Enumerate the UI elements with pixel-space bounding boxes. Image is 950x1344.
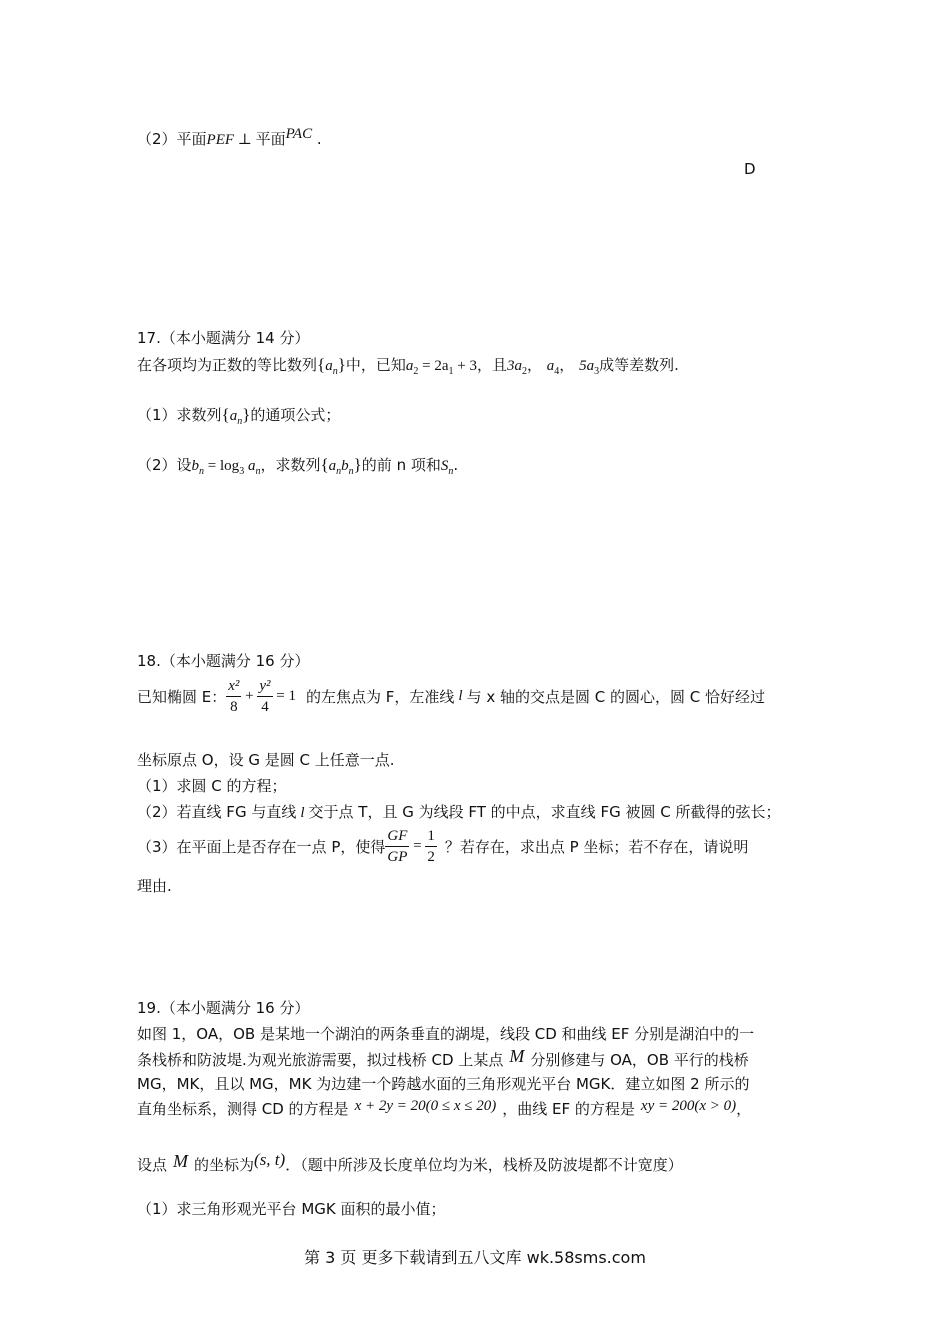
q17-part2-d: . — [453, 456, 459, 474]
q17-part2 — [137, 454, 458, 477]
q16-part2-end: . — [312, 130, 322, 148]
q19-line4 — [137, 1098, 751, 1119]
eq-a2-sub: 2 — [413, 366, 419, 377]
q19-line3: MG，MK，且以 MG，MK 为边建一个跨越水面的三角形观光平台 MGK．建立如图 2 所示的 — [137, 1075, 750, 1093]
seq-a-sub: n — [332, 366, 338, 377]
figure-label-d: D — [744, 160, 756, 178]
q19-part1: （1）求三角形观光平台 MGK 面积的最小值； — [137, 1200, 446, 1218]
seq-a-sub: n — [237, 416, 243, 427]
q17-line1-a: 在各项均为正数的等比数列 — [137, 356, 318, 374]
q18-line1 — [137, 676, 765, 717]
seq-a: a — [229, 408, 238, 424]
math-sn-sub: n — [448, 466, 454, 477]
math-bn: b — [191, 458, 200, 474]
equals: = — [409, 838, 426, 854]
q18-line1-c: 与 x 轴的交点是圆 C 的圆心，圆 C 恰好经过 — [466, 688, 766, 706]
q16-part2-label: （2）平面 — [137, 130, 207, 148]
math-anbn-b: b — [341, 458, 349, 474]
q19-line5-b: 的坐标为 — [194, 1156, 255, 1174]
q19-line2-b: 分别修建与 OA，OB 平行的栈桥 — [530, 1051, 749, 1069]
q19-line5 — [137, 1150, 683, 1175]
math-anbn-sub2: n — [348, 466, 354, 477]
q18-part3-a: （3）在平面上是否存在一点 P，使得 — [137, 838, 386, 856]
q17-line1 — [137, 354, 679, 377]
brace-close: } — [337, 355, 346, 374]
q17-part2-c: 的前 n 项和 — [361, 456, 441, 474]
q18-part3 — [137, 826, 748, 867]
q17-part1-a: （1）求数列 — [137, 406, 222, 424]
brace-open: { — [320, 455, 329, 474]
q18-part2-a: （2）若直线 FG 与直线 — [137, 803, 297, 821]
equation-cd: x + 2y = 20(0 ≤ x ≤ 20) — [354, 1098, 497, 1114]
frac-den: 4 — [261, 699, 269, 715]
q18-part2-b: 交于点 T，且 G 为线段 FT 的中点，求直线 FG 被圆 C 所截得的弦长； — [308, 803, 781, 821]
q19-line5-a: 设点 — [137, 1156, 168, 1174]
page-footer: 第 3 页 更多下载请到五八文库 wk.58sms.com — [304, 1248, 646, 1267]
term-a4-sub: 4 — [554, 366, 560, 377]
math-an-sub: n — [255, 466, 261, 477]
q19-line2-a: 条栈桥和防波堤.为观光旅游需要，拟过栈桥 CD 上某点 — [137, 1051, 504, 1069]
brace-open: { — [317, 355, 326, 374]
q19-line5-c: ．（题中所涉及长度单位均为米，栈桥及防波堤都不计宽度） — [285, 1156, 683, 1174]
eq-rhs: = 2a — [418, 358, 449, 374]
math-log: = log — [204, 458, 240, 474]
q18-part2 — [137, 801, 780, 822]
q18-header: 18.（本小题满分 16 分） — [137, 652, 310, 670]
math-m: M — [509, 1046, 525, 1066]
frac-den: GP — [387, 849, 408, 865]
eq-a2: a — [405, 358, 414, 374]
plus: + — [241, 688, 258, 704]
sep1: ， — [526, 356, 542, 374]
term-3a2: 3a — [506, 358, 522, 374]
q19-line2 — [137, 1046, 749, 1070]
math-pac: PAC — [285, 126, 313, 142]
fraction-one-half — [425, 826, 437, 867]
frac-num: x² — [226, 676, 241, 697]
eq-plus: + 3 — [453, 358, 477, 374]
math-anbn-sub1: n — [336, 466, 342, 477]
math-l: l — [458, 688, 463, 704]
q19-line4-b: ，曲线 EF 的方程是 — [502, 1100, 635, 1118]
frac-num: GF — [385, 826, 409, 847]
q17-part2-a: （2）设 — [137, 456, 192, 474]
q17-line1-b: 中，已知 — [345, 356, 406, 374]
q19-line4-c: ， — [736, 1100, 752, 1118]
fraction-gf-gp — [385, 826, 409, 867]
math-log-sub: 3 — [239, 466, 245, 477]
math-l: l — [300, 805, 305, 821]
math-sn: S — [440, 458, 449, 474]
math-pef: PEF — [206, 132, 235, 148]
q17-line1-c: ，且 — [476, 356, 507, 374]
term-3a2-sub: 2 — [521, 366, 527, 377]
eq-rhs-sub: 1 — [448, 366, 454, 377]
q17-part1-b: 的通项公式； — [250, 406, 341, 424]
q16-part2-mid: 平面 — [255, 130, 286, 148]
q18-part3-b: ？若存在，求出点 P 坐标；若不存在，请说明 — [444, 838, 749, 856]
q17-header: 17.（本小题满分 14 分） — [137, 329, 310, 347]
brace-open: { — [221, 405, 230, 424]
q18-part1: （1）求圆 C 的方程； — [137, 777, 287, 795]
q18-line1-a: 已知椭圆 E： — [137, 688, 227, 706]
q18-line2: 坐标原点 O，设 G 是圆 C 上任意一点. — [137, 751, 395, 769]
brace-close: } — [242, 405, 251, 424]
coord-st: (s, t) — [254, 1150, 286, 1169]
term-a4: a — [546, 358, 555, 374]
frac-den: 8 — [230, 699, 238, 715]
frac-num: y² — [257, 676, 272, 697]
math-an: a — [244, 458, 256, 474]
math-m: M — [173, 1151, 189, 1171]
perp-symbol: ⊥ — [234, 132, 256, 148]
brace-close: } — [353, 455, 362, 474]
term-5a3: 5a — [579, 358, 595, 374]
sep2: ， — [559, 356, 575, 374]
fraction-x2-8 — [226, 676, 241, 717]
q17-part1 — [137, 404, 340, 427]
q19-header: 19.（本小题满分 16 分） — [137, 999, 310, 1017]
q19-line1: 如图 1，OA，OB 是某地一个湖泊的两条垂直的湖堤，线段 CD 和曲线 EF 分别是湖泊中的一 — [137, 1025, 755, 1043]
frac-den: 2 — [427, 849, 435, 865]
frac-num: 1 — [425, 826, 437, 847]
q16-part2 — [137, 128, 322, 149]
equals-one: = 1 — [272, 688, 296, 704]
seq-a: a — [325, 358, 333, 374]
math-bn-sub: n — [199, 466, 205, 477]
q18-line1-b: 的左焦点为 F，左准线 — [306, 688, 455, 706]
math-anbn-a: a — [328, 458, 337, 474]
equation-ef: xy = 200(x > 0) — [640, 1098, 737, 1114]
term-5a3-sub: 3 — [594, 366, 600, 377]
q17-part2-b: ，求数列 — [260, 456, 321, 474]
q17-line1-d: 成等差数列. — [599, 356, 679, 374]
q18-part3-cont: 理由. — [137, 877, 172, 895]
q19-line4-a: 直角坐标系，测得 CD 的方程是 — [137, 1100, 349, 1118]
fraction-y2-4 — [257, 676, 272, 717]
